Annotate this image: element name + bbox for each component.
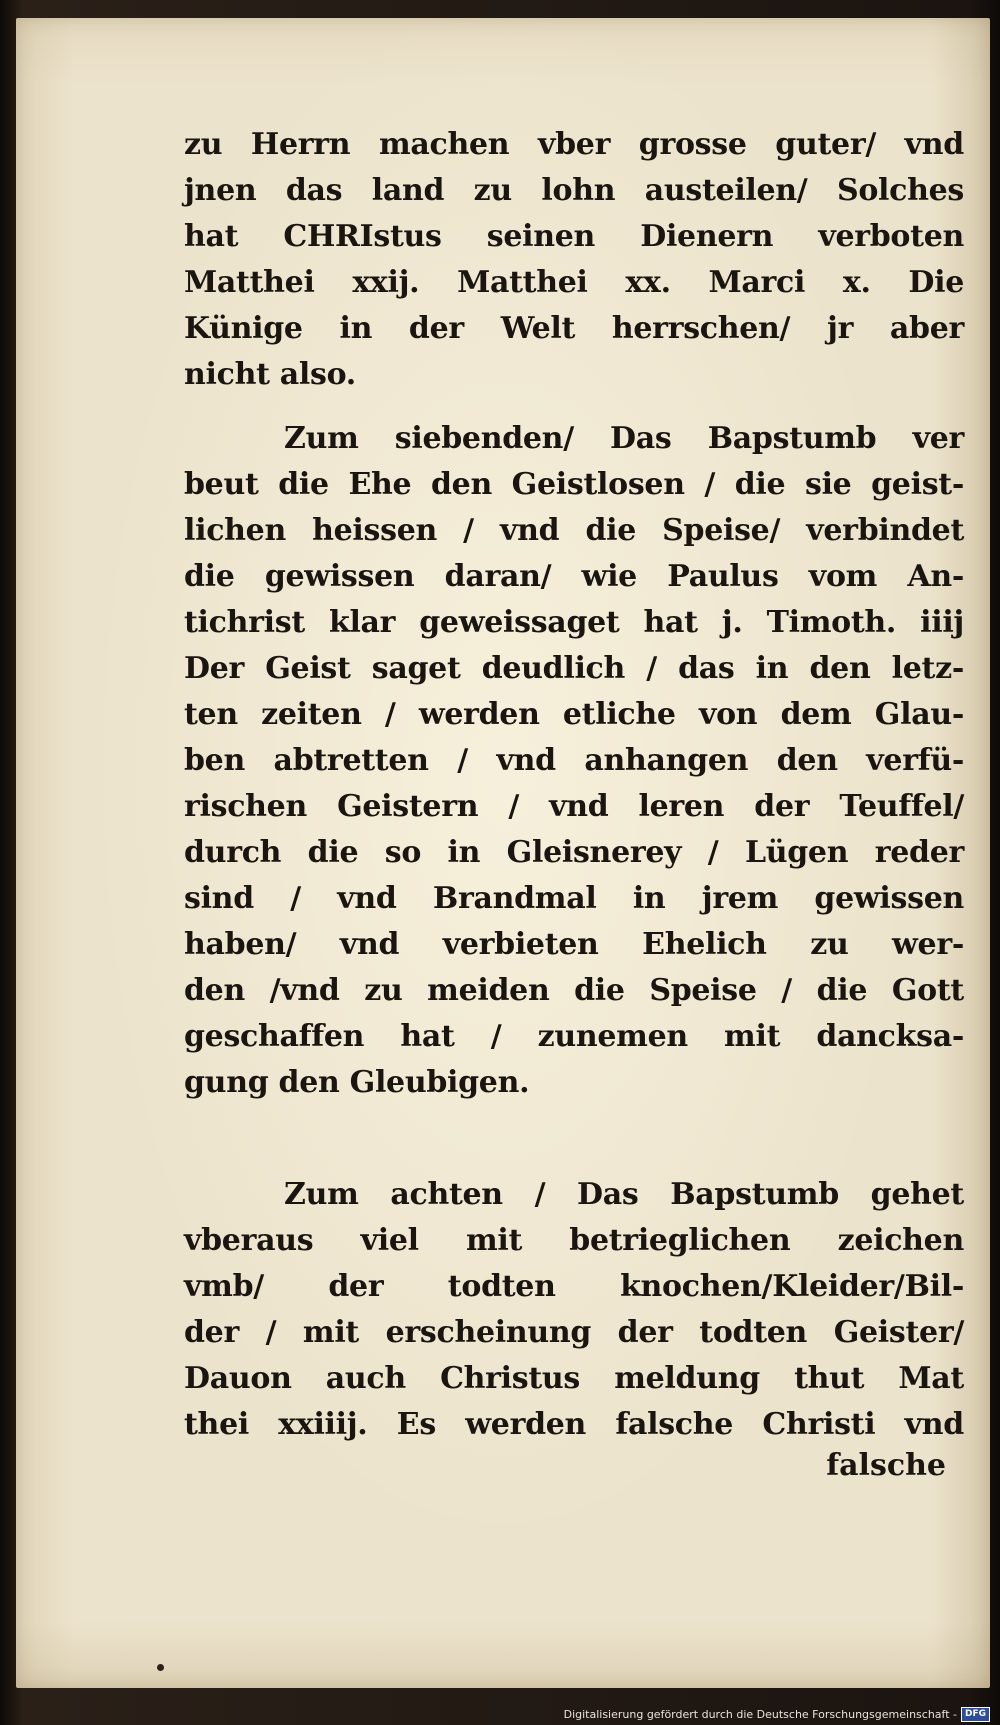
- text-line: haben/ vnd verbieten Ehelich zu wer-: [184, 927, 964, 962]
- text-line: Zum siebenden/ Das Bapstumb ver: [284, 421, 964, 456]
- text-line: vberaus viel mit betrieglichen zeichen: [184, 1223, 964, 1258]
- text-line: den /vnd zu meiden die Speise / die Gott: [184, 973, 964, 1008]
- text-line: durch die so in Gleisnerey / Lügen reder: [184, 835, 964, 870]
- text-line: vmb/ der todten knochen/Kleider/Bil-: [184, 1269, 964, 1304]
- text-line: lichen heissen / vnd die Speise/ verbindet: [184, 513, 964, 548]
- paragraph-2: [184, 416, 964, 1106]
- text-line: Zum achten / Das Bapstumb gehet: [284, 1177, 964, 1212]
- credit-text: Digitalisierung gefördert durch die Deutsche Forschungsgemeinschaft -: [563, 1708, 957, 1721]
- text-line: jnen das land zu lohn austeilen/ Solches: [184, 173, 964, 208]
- text-line: beut die Ehe den Geistlosen / die sie geist-: [184, 467, 964, 502]
- paragraph-3: [184, 1172, 964, 1448]
- text-line: sind / vnd Brandmal in jrem gewissen: [184, 881, 964, 916]
- text-line: rischen Geistern / vnd leren der Teuffel/: [184, 789, 964, 824]
- text-line: zu Herrn machen vber grosse guter/ vnd: [184, 127, 964, 162]
- text-line: ten zeiten / werden etliche von dem Glau-: [184, 697, 964, 732]
- text-line: die gewissen daran/ wie Paulus vom An-: [184, 559, 964, 594]
- text-line: ben abtretten / vnd anhangen den verfü-: [184, 743, 964, 778]
- text-line: nicht also.: [184, 357, 356, 392]
- digitization-credit: [564, 1707, 990, 1722]
- book-page: [16, 18, 990, 1688]
- text-line: Künige in der Welt herrschen/ jr aber: [184, 311, 964, 346]
- text-line: gung den Gleubigen.: [184, 1065, 530, 1100]
- text-line: geschaffen hat / zunemen mit dancksa-: [184, 1019, 964, 1054]
- ink-speck: [157, 1664, 164, 1671]
- catchword: falsche: [826, 1448, 946, 1483]
- text-line: Der Geist saget deudlich / das in den letz-: [184, 651, 964, 686]
- paragraph-1: [184, 122, 964, 398]
- text-line: der / mit erscheinung der todten Geister/: [184, 1315, 964, 1350]
- text-line: hat CHRIstus seinen Dienern verboten: [184, 219, 964, 254]
- dfg-logo: DFG: [961, 1707, 990, 1722]
- text-line: thei xxiiij. Es werden falsche Christi vnd: [184, 1407, 964, 1442]
- text-line: Matthei xxij. Matthei xx. Marci x. Die: [184, 265, 964, 300]
- text-line: Dauon auch Christus meldung thut Mat: [184, 1361, 964, 1396]
- text-line: tichrist klar geweissaget hat j. Timoth. iiij: [184, 605, 964, 640]
